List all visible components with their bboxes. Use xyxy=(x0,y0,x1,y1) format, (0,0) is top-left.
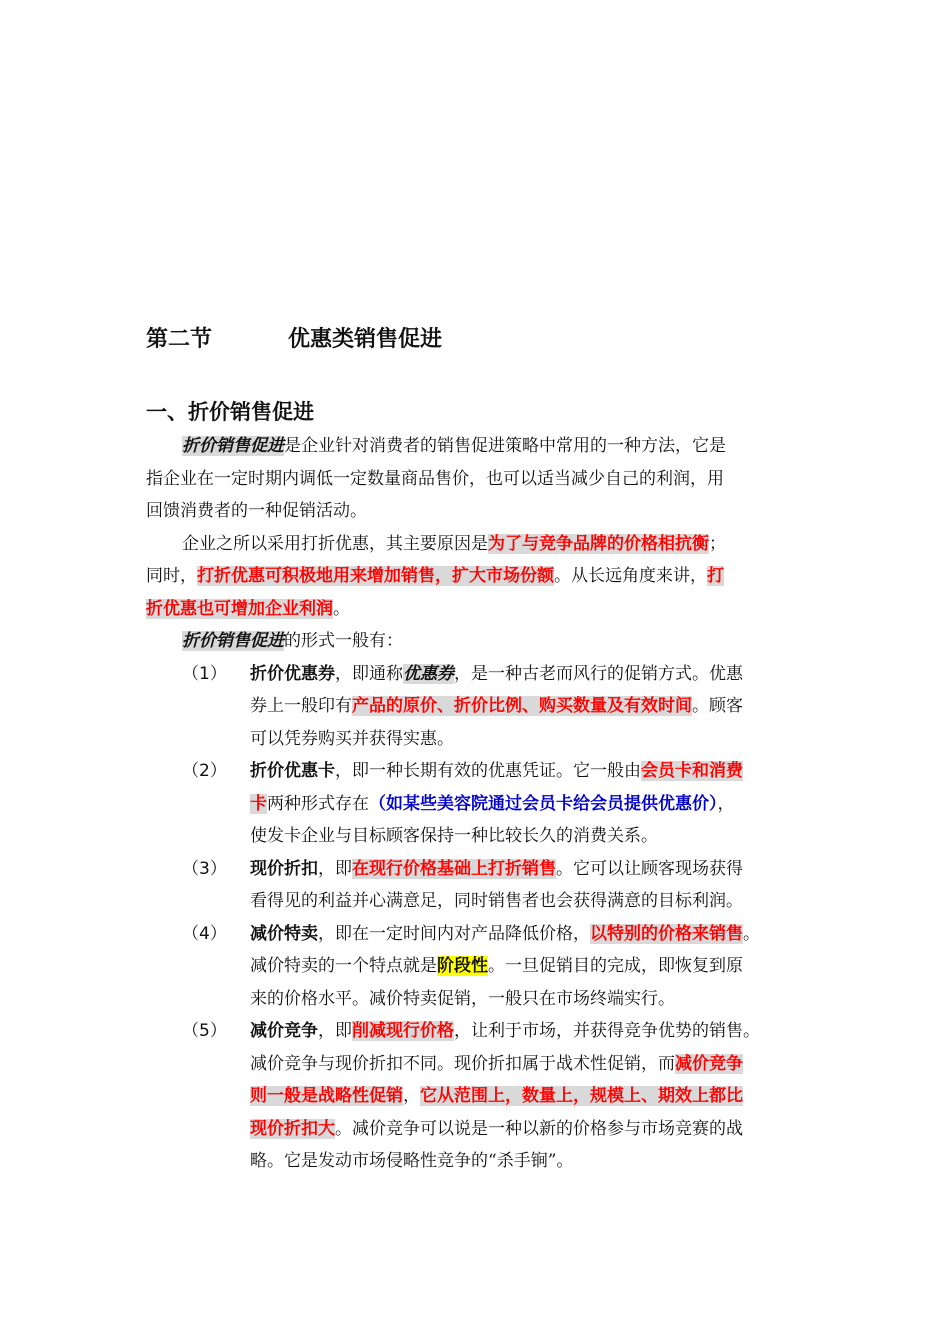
red-highlight: 它从范围上，数量上，规模上、期效上都比 xyxy=(420,1086,743,1106)
item-title: 折价优惠券 xyxy=(250,663,335,684)
list-item xyxy=(146,1015,811,1178)
paragraph-line xyxy=(250,788,811,821)
subsection-heading: 一、折价销售促进 xyxy=(146,400,314,424)
item-title: 折价优惠卡 xyxy=(250,761,335,781)
term-highlight: 折价销售促进 xyxy=(182,436,284,456)
section-heading xyxy=(146,322,442,353)
paragraph-line: 来的价格水平。减价特卖促销，一般只在市场终端实行。 xyxy=(250,988,675,1009)
text-run: 。 xyxy=(743,923,760,944)
text-run: 的形式一般有： xyxy=(284,631,403,651)
text-run: 。从长远角度来讲， xyxy=(554,566,707,586)
text-run: ， xyxy=(403,1086,420,1106)
yellow-highlight: 阶段性 xyxy=(437,956,488,976)
red-highlight: 折优惠也可增加企业利润 xyxy=(146,598,333,619)
text-run: ， xyxy=(717,793,735,814)
section-title: 优惠类销售促进 xyxy=(288,327,443,352)
list-item xyxy=(146,755,811,853)
text-run: 减价特卖的一个特点就是 xyxy=(250,956,437,976)
paragraph-line xyxy=(146,560,811,593)
paragraph-line xyxy=(146,625,811,658)
section-number: 第二节 xyxy=(146,327,213,352)
red-highlight: 现价折扣大 xyxy=(250,1118,335,1139)
red-highlight: 卡 xyxy=(250,793,267,814)
list-marker: （4） xyxy=(182,923,227,944)
text-run: 券上一般印有 xyxy=(250,696,352,716)
text-run: 同时， xyxy=(146,566,197,586)
paragraph-line xyxy=(250,658,811,691)
text-run: 。减价竞争可以说是一种以新的价格参与市场竞赛的战 xyxy=(335,1118,743,1139)
paragraph-line xyxy=(146,593,811,626)
paragraph-line: 回馈消费者的一种促销活动。 xyxy=(146,501,367,521)
list-marker: （1） xyxy=(182,663,227,684)
paragraph-line xyxy=(250,950,811,983)
red-highlight: 为了与竞争品牌的价格相抗衡 xyxy=(488,533,709,554)
paragraph-line: 可以凭券购买并获得实惠。 xyxy=(250,728,454,749)
red-highlight: 以特别的价格来销售 xyxy=(590,923,743,944)
paragraph-line xyxy=(250,1080,811,1113)
text-run: 。一旦促销目的完成，即恢复到原 xyxy=(488,956,743,976)
paragraph-line xyxy=(250,1048,811,1081)
red-highlight: 削减现行价格 xyxy=(352,1021,454,1041)
red-highlight: 打折优惠可积极地用来增加销售，扩大市场份额 xyxy=(197,566,554,586)
paragraph-line xyxy=(250,755,811,788)
text-run: 企业之所以采用打折优惠，其主要原因是 xyxy=(182,533,488,554)
text-run: ，让利于市场，并获得竞争优势的销售。 xyxy=(454,1021,760,1041)
text-run: 。它可以让顾客现场获得 xyxy=(556,858,743,879)
text-run: ，是一种古老而风行的促销方式。优惠 xyxy=(454,663,743,684)
blue-note: （如某些美容院通过会员卡给会员提供优惠价） xyxy=(369,793,718,814)
text-run: ，即在一定时间内对产品降低价格， xyxy=(318,923,590,944)
red-highlight: 在现行价格基础上打折销售 xyxy=(352,858,556,879)
list-item xyxy=(146,918,811,1016)
red-highlight: 产品的原价、折价比例、购买数量及有效时间 xyxy=(352,696,692,716)
list-item xyxy=(146,853,811,918)
list-marker: （3） xyxy=(182,858,227,879)
red-highlight: 则一般是战略性促销 xyxy=(250,1086,403,1106)
paragraph-line xyxy=(250,690,811,723)
paragraph-line xyxy=(146,430,811,463)
list-item xyxy=(146,658,811,756)
paragraph-line xyxy=(250,1015,811,1048)
document-body xyxy=(146,430,811,1178)
text-run: 。顾客 xyxy=(692,696,743,716)
red-highlight: 打 xyxy=(707,566,724,586)
paragraph-line: 指企业在一定时期内调低一定数量商品售价，也可以适当减少自己的利润，用 xyxy=(146,468,724,489)
list-marker: （5） xyxy=(182,1021,227,1041)
item-title: 减价竞争 xyxy=(250,1021,318,1041)
paragraph-line xyxy=(250,853,811,886)
text-run: 。 xyxy=(333,598,350,619)
text-run: ，即通称 xyxy=(335,663,403,684)
text-run: 减价竞争与现价折扣不同。现价折扣属于战术性促销，而 xyxy=(250,1053,675,1074)
paragraph-line xyxy=(250,1113,811,1146)
item-title: 现价折扣 xyxy=(250,858,318,879)
list-marker: （2） xyxy=(182,761,227,781)
text-run: ； xyxy=(709,533,726,554)
text-run: ，即 xyxy=(318,1021,352,1041)
red-highlight: 减价竞争 xyxy=(675,1053,743,1074)
paragraph-line: 使发卡企业与目标顾客保持一种比较长久的消费关系。 xyxy=(250,826,658,846)
text-run: ，即 xyxy=(318,858,352,879)
paragraph-line: 看得见的利益并心满意足，同时销售者也会获得满意的目标利润。 xyxy=(250,891,743,911)
paragraph-line: 略。它是发动市场侵略性竞争的“杀手锏”。 xyxy=(250,1151,574,1171)
text-run: 两种形式存在 xyxy=(267,793,369,814)
paragraph-line xyxy=(250,918,811,951)
term-highlight: 折价销售促进 xyxy=(182,631,284,651)
paragraph-line xyxy=(146,528,811,561)
text-run: ，即一种长期有效的优惠凭证。它一般由 xyxy=(335,761,641,781)
item-title: 减价特卖 xyxy=(250,923,318,944)
red-highlight: 会员卡和消费 xyxy=(641,761,743,781)
text-run: 是企业针对消费者的销售促进策略中常用的一种方法，它是 xyxy=(284,436,726,456)
term-highlight: 优惠券 xyxy=(403,663,454,684)
